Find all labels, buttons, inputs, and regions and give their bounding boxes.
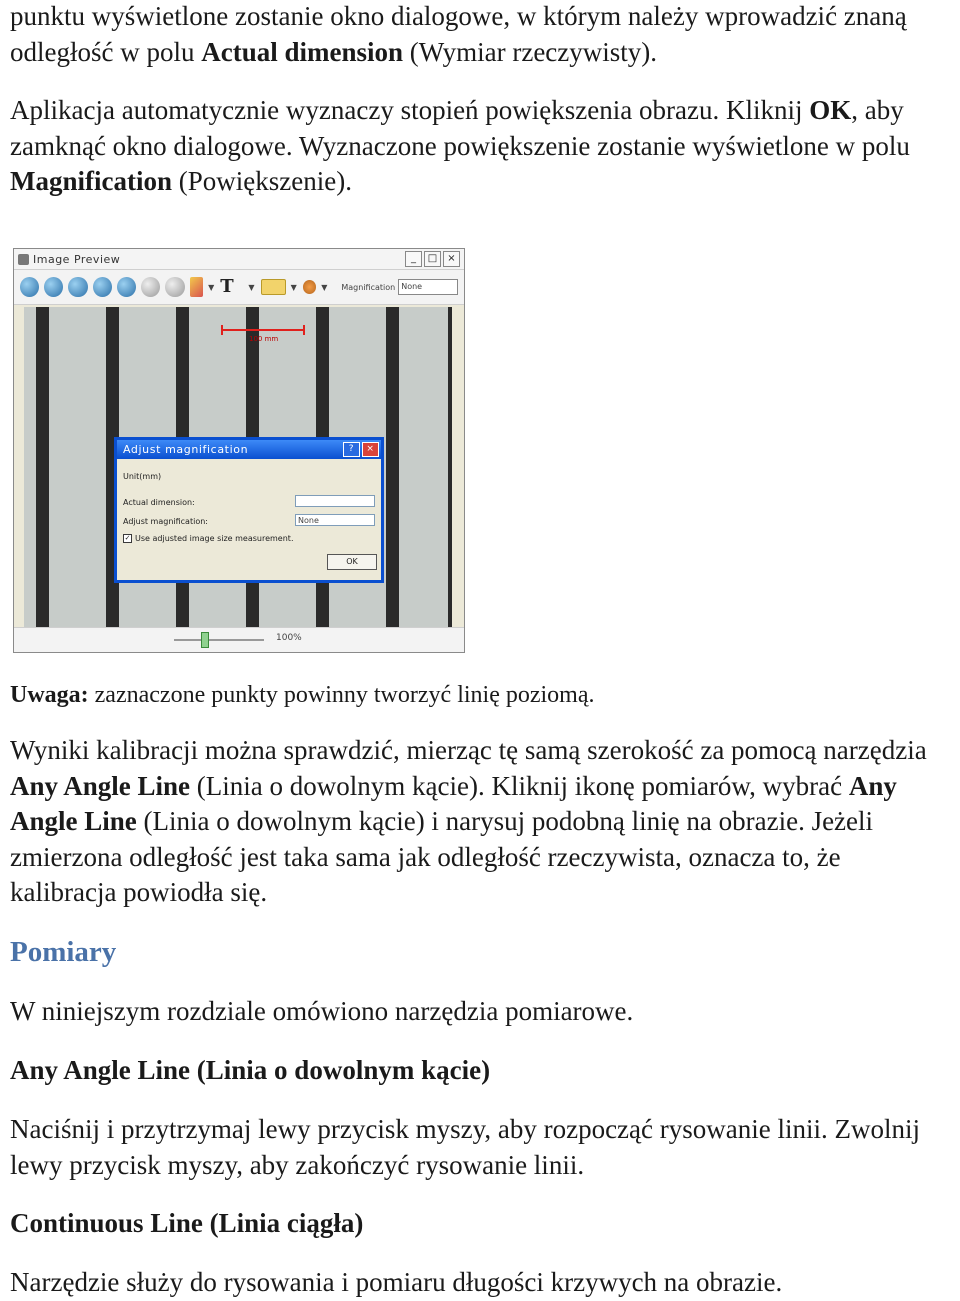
text: Aplikacja automatycznie wyznaczy stopień powiększenia obrazu. Kliknij — [10, 95, 810, 125]
disabled-icon — [165, 277, 184, 297]
bold-term: OK — [809, 95, 852, 125]
any-angle-heading: Any Angle Line (Linia o dowolnym kącie) — [10, 1055, 491, 1085]
magnification-label: Magnification — [341, 282, 396, 292]
paragraph-verify — [10, 733, 952, 911]
refresh-icon — [117, 277, 136, 297]
checkbox-checked-icon: ✓ — [124, 534, 131, 542]
measure-tick — [303, 325, 305, 335]
toolbar — [14, 270, 464, 305]
checkbox-label: Use adjusted image size measurement. — [135, 534, 294, 543]
paragraph-auto-magnification — [10, 93, 952, 200]
image-canvas — [24, 307, 452, 627]
text: (Linia o dowolnym kącie) i narysuj podobną linię na obrazie. Jeżeli zmierzona odległość jest taka sama jak odległość rzeczywista, oznacza to, że kalibracja powiodła się. — [10, 806, 874, 907]
ruler-bar — [448, 307, 452, 627]
actual-dimension-label: Actual dimension: — [123, 498, 195, 507]
text: Wyniki kalibracji można sprawdzić, mierząc tę samą szerokość za pomocą narzędzia — [10, 735, 927, 765]
zoom-level: 100% — [276, 633, 302, 643]
note-label: Uwaga: — [10, 682, 89, 708]
image-preview-screenshot — [13, 248, 465, 653]
unit-label: Unit(mm) — [123, 472, 162, 481]
section-intro: W niniejszym rozdziale omówiono narzędzia pomiarowe. — [10, 996, 634, 1026]
bold-term: Any Angle Line — [10, 770, 897, 836]
adjust-magnification-dialog — [114, 437, 384, 583]
text: punktu wyświetlone zostanie okno dialogowe, w którym należy wprowadzić znaną odległość w polu — [10, 1, 907, 67]
text: (Wymiar rzeczywisty). — [403, 36, 658, 67]
any-angle-text: Naciśnij i przytrzymaj lewy przycisk myszy, aby rozpocząć rysowanie linii. Zwolnij lewy przycisk myszy, aby zakończyć rysowanie linii. — [10, 1114, 920, 1180]
globe-icon — [93, 277, 112, 297]
ruler-bar — [36, 307, 49, 627]
close-icon: × — [362, 442, 379, 457]
paragraph-dialog-intro — [10, 0, 952, 70]
bold-term: Any Angle Line — [10, 770, 191, 801]
open-icon — [44, 277, 63, 297]
magnification-field: None — [398, 279, 458, 295]
chevron-down-icon: ▼ — [248, 282, 255, 292]
dialog-titlebar — [117, 440, 381, 459]
dialog-title: Adjust magnification — [123, 443, 249, 456]
chevron-down-icon: ▼ — [321, 282, 328, 292]
bold-term: Magnification — [10, 166, 172, 196]
bold-term: Actual dimension — [201, 36, 404, 67]
chevron-down-icon: ▼ — [208, 282, 215, 292]
ok-button: OK — [327, 554, 377, 570]
gear-icon — [303, 280, 316, 294]
home-icon — [20, 277, 39, 297]
adjust-magnification-label: Adjust magnification: — [123, 517, 208, 526]
zoom-slider-thumb — [201, 632, 209, 648]
continuous-text: Narzędzie służy do rysowania i pomiaru długości krzywych na obrazie. — [10, 1267, 783, 1297]
disabled-icon — [141, 277, 160, 297]
section-heading: Pomiary — [10, 936, 117, 968]
close-icon: × — [443, 251, 460, 267]
save-icon — [68, 277, 87, 297]
minimize-icon: _ — [405, 251, 422, 267]
rectangle-icon — [261, 279, 286, 295]
measure-label: 100 mm — [249, 335, 279, 343]
app-icon — [18, 254, 29, 265]
continuous-heading: Continuous Line (Linia ciągła) — [10, 1208, 364, 1238]
adjust-magnification-field: None — [295, 514, 375, 526]
actual-dimension-input — [295, 495, 375, 507]
window-title: Image Preview — [33, 252, 121, 266]
measure-tick — [221, 325, 223, 335]
note — [10, 678, 952, 714]
pen-icon — [190, 277, 203, 297]
text: (Linia o dowolnym kącie). Kliknij ikonę pomiarów, wybrać — [190, 770, 849, 801]
use-adjusted-checkbox-row — [123, 534, 293, 543]
text: , aby zamknąć okno dialogowe. Wyznaczone powiększenie zostanie wyświetlone w polu — [10, 95, 910, 161]
note-text: zaznaczone punkty powinny tworzyć linię poziomą. — [88, 682, 595, 708]
text-tool-icon: T — [220, 276, 234, 297]
help-icon: ? — [343, 442, 360, 457]
window-titlebar — [14, 249, 464, 270]
zoom-slider-track — [174, 639, 264, 641]
ruler-bar — [386, 307, 399, 627]
maximize-icon: □ — [424, 251, 441, 267]
chevron-down-icon: ▼ — [290, 282, 297, 292]
status-bar — [14, 627, 464, 652]
measure-line — [222, 329, 304, 331]
text: (Powiększenie). — [172, 166, 352, 196]
